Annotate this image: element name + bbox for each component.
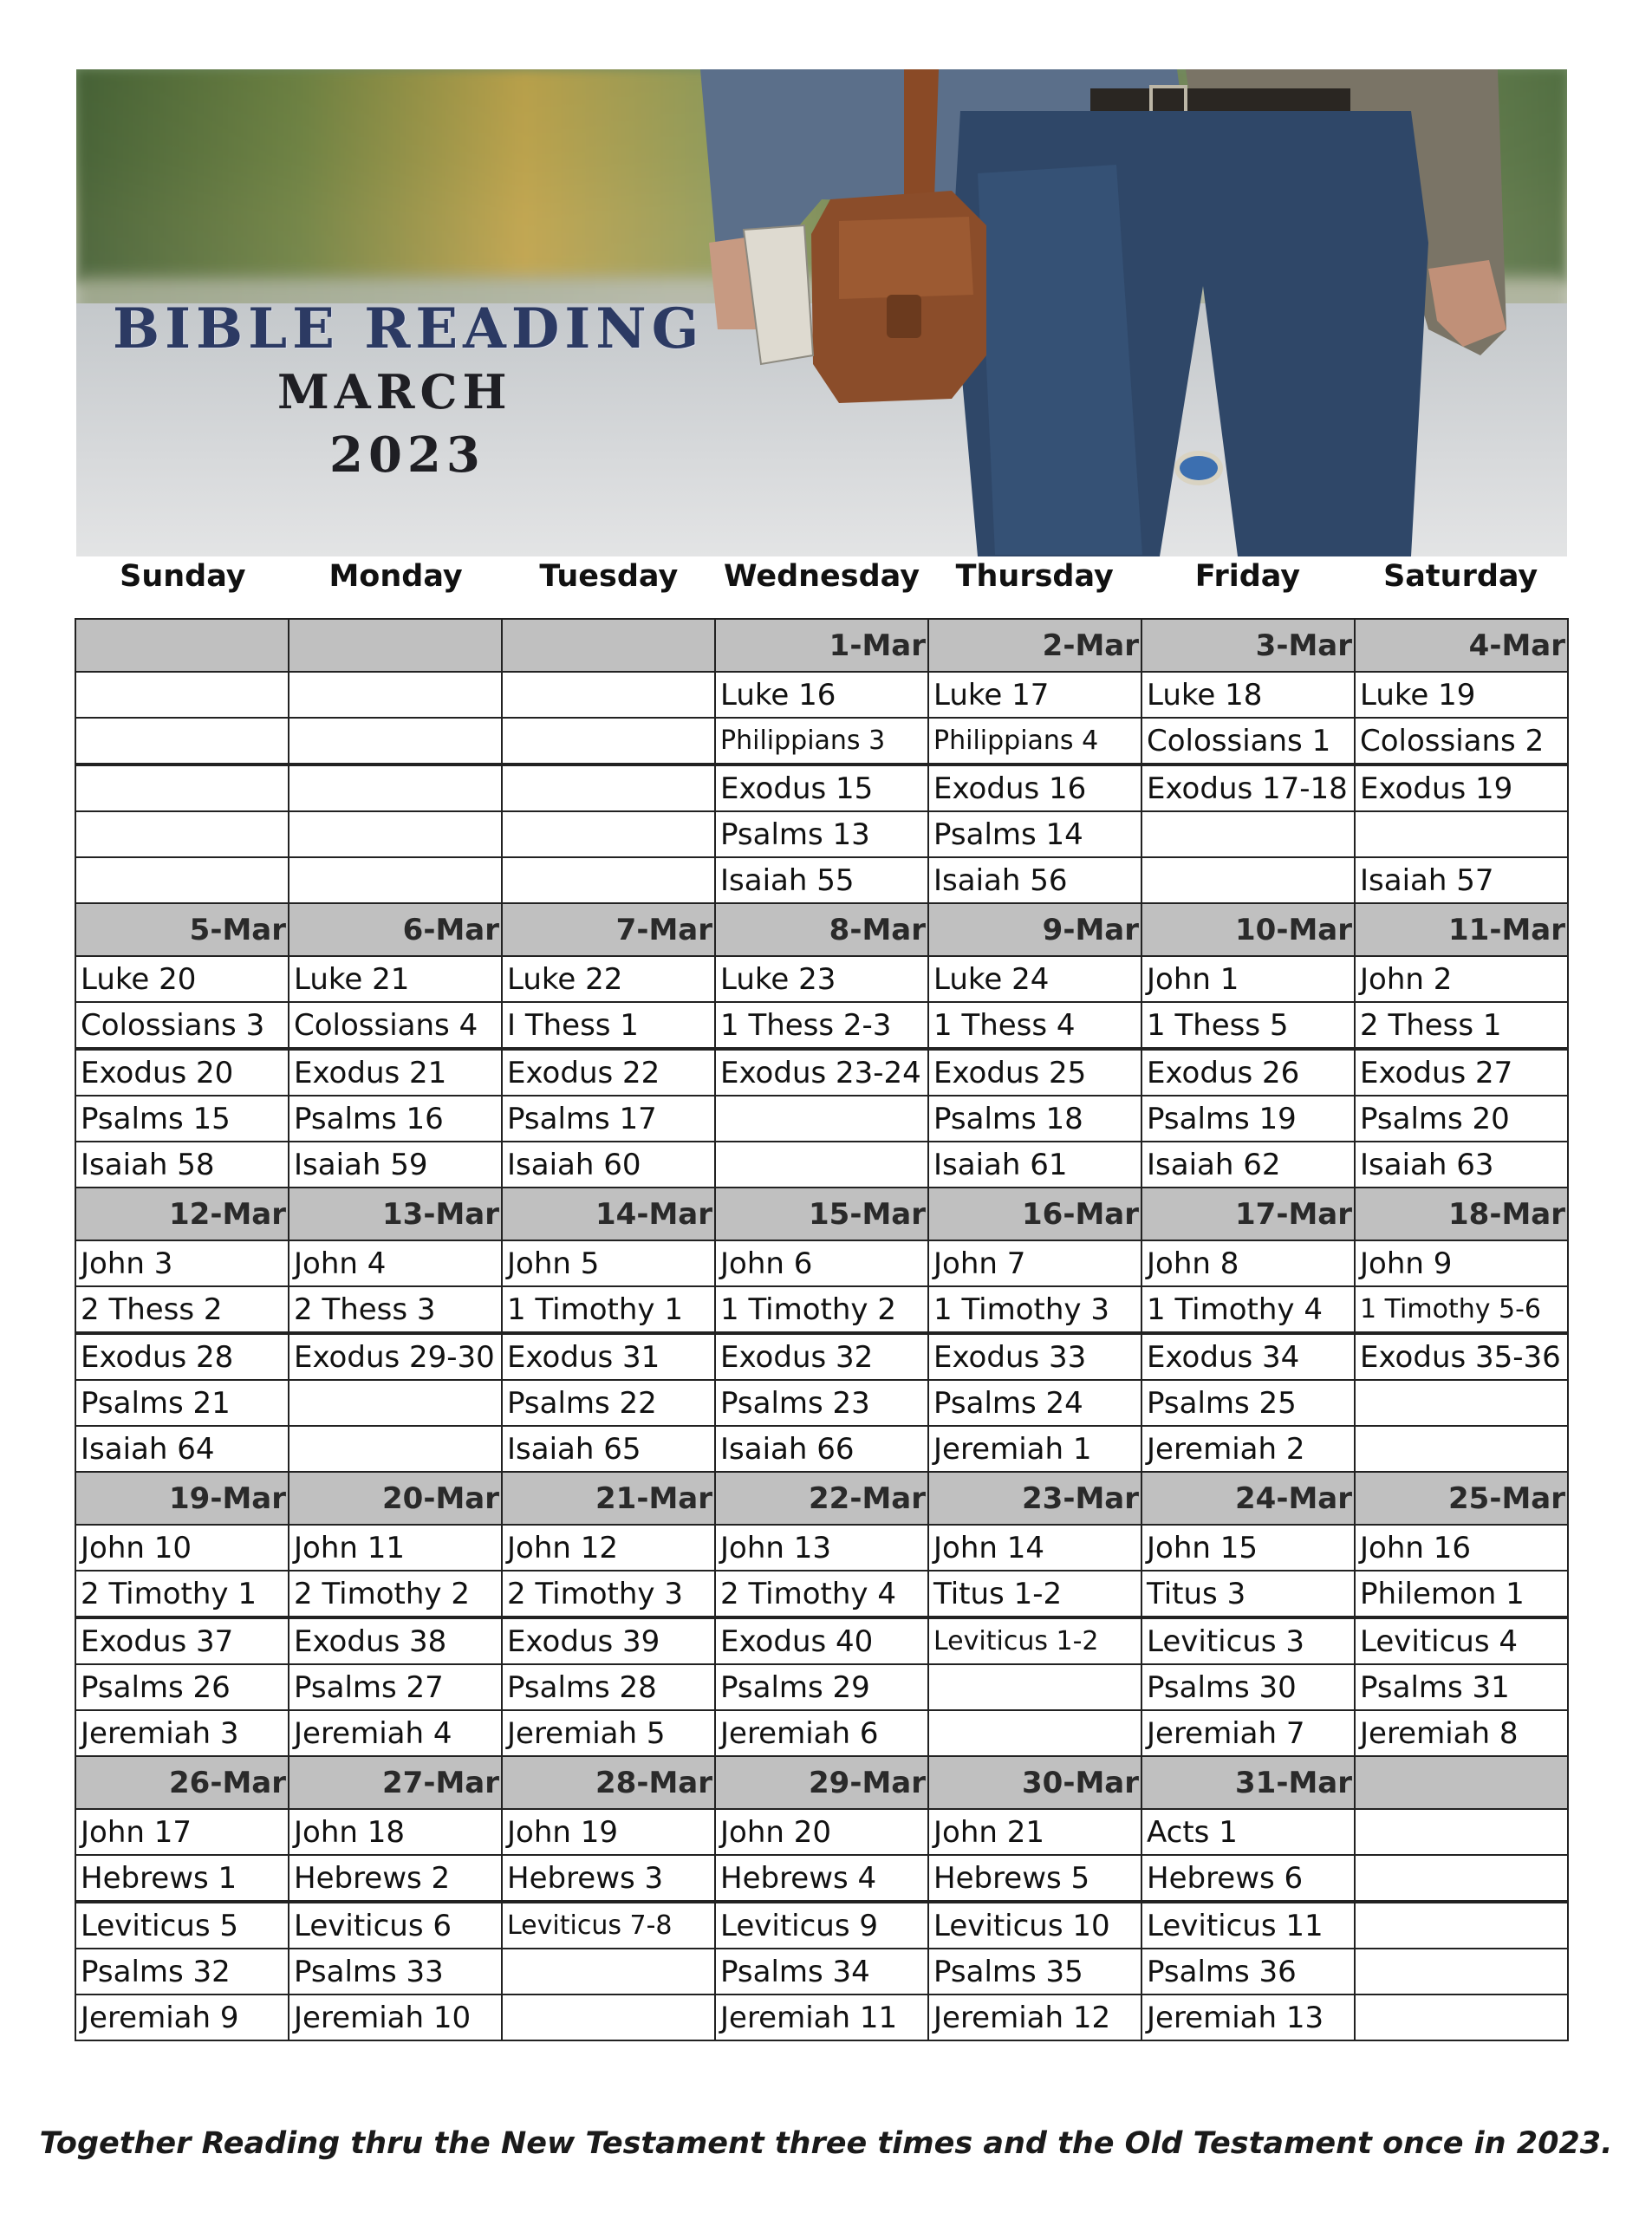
date-row xyxy=(75,619,1568,672)
reading-cell: Leviticus 10 xyxy=(928,1902,1141,1949)
date-cell: 16-Mar xyxy=(928,1188,1141,1240)
reading-cell: Isaiah 64 xyxy=(75,1426,289,1472)
reading-cell xyxy=(1355,1380,1568,1426)
reading-cell xyxy=(1355,1809,1568,1855)
reading-cell: Philippians 4 xyxy=(928,718,1141,765)
reading-cell xyxy=(715,1096,928,1142)
reading-calendar-table xyxy=(75,618,1569,2041)
reading-cell: Leviticus 1-2 xyxy=(928,1617,1141,1664)
reading-row xyxy=(75,1380,1568,1426)
reading-cell: Jeremiah 7 xyxy=(1141,1710,1355,1756)
reading-cell: 2 Timothy 2 xyxy=(289,1571,502,1617)
reading-cell xyxy=(1355,1994,1568,2040)
reading-cell: Psalms 32 xyxy=(75,1949,289,1994)
reading-row xyxy=(75,1142,1568,1188)
reading-cell xyxy=(75,811,289,857)
reading-cell: Exodus 21 xyxy=(289,1049,502,1096)
satchel-buckle-shape xyxy=(887,295,921,338)
reading-cell: Exodus 29-30 xyxy=(289,1333,502,1380)
weekday-header-tuesday: Tuesday xyxy=(539,559,679,594)
reading-row xyxy=(75,672,1568,718)
reading-cell: Exodus 31 xyxy=(502,1333,715,1380)
date-cell: 30-Mar xyxy=(928,1756,1141,1809)
reading-cell: Leviticus 5 xyxy=(75,1902,289,1949)
reading-cell: 1 Timothy 4 xyxy=(1141,1286,1355,1333)
reading-cell xyxy=(289,811,502,857)
reading-cell: Jeremiah 4 xyxy=(289,1710,502,1756)
satchel-flap-shape xyxy=(839,217,973,299)
reading-cell: Psalms 20 xyxy=(1355,1096,1568,1142)
reading-row xyxy=(75,765,1568,811)
reading-cell: Hebrews 1 xyxy=(75,1855,289,1902)
reading-cell: Isaiah 66 xyxy=(715,1426,928,1472)
date-cell: 3-Mar xyxy=(1141,619,1355,672)
reading-cell: Leviticus 11 xyxy=(1141,1902,1355,1949)
reading-cell: Isaiah 62 xyxy=(1141,1142,1355,1188)
reading-cell: Jeremiah 1 xyxy=(928,1426,1141,1472)
reading-cell xyxy=(1355,1855,1568,1902)
reading-cell: Jeremiah 6 xyxy=(715,1710,928,1756)
reading-cell: John 7 xyxy=(928,1240,1141,1286)
reading-cell: Psalms 13 xyxy=(715,811,928,857)
reading-cell: Exodus 25 xyxy=(928,1049,1141,1096)
reading-cell: Psalms 22 xyxy=(502,1380,715,1426)
date-cell: 8-Mar xyxy=(715,903,928,956)
reading-cell: Isaiah 59 xyxy=(289,1142,502,1188)
reading-cell: Exodus 33 xyxy=(928,1333,1141,1380)
reading-cell: Isaiah 58 xyxy=(75,1142,289,1188)
weekday-header-saturday: Saturday xyxy=(1383,559,1538,594)
reading-cell xyxy=(1355,1902,1568,1949)
reading-cell: Psalms 28 xyxy=(502,1664,715,1710)
reading-cell xyxy=(75,857,289,903)
reading-cell: Exodus 26 xyxy=(1141,1049,1355,1096)
reading-row xyxy=(75,1664,1568,1710)
reading-row xyxy=(75,1855,1568,1902)
reading-cell: Colossians 2 xyxy=(1355,718,1568,765)
reading-cell: Luke 19 xyxy=(1355,672,1568,718)
date-cell: 7-Mar xyxy=(502,903,715,956)
reading-row xyxy=(75,811,1568,857)
reading-cell: Acts 1 xyxy=(1141,1809,1355,1855)
reading-cell: Philemon 1 xyxy=(1355,1571,1568,1617)
reading-cell: John 13 xyxy=(715,1525,928,1571)
reading-cell xyxy=(715,1142,928,1188)
reading-row xyxy=(75,1710,1568,1756)
date-cell: 31-Mar xyxy=(1141,1756,1355,1809)
reading-cell: Psalms 15 xyxy=(75,1096,289,1142)
reading-cell: Jeremiah 10 xyxy=(289,1994,502,2040)
reading-cell: Isaiah 55 xyxy=(715,857,928,903)
footer-note: Together Reading thru the New Testament three times and the Old Testament once in 2023. xyxy=(39,2126,1613,2161)
reading-cell: Exodus 16 xyxy=(928,765,1141,811)
reading-row xyxy=(75,1096,1568,1142)
date-cell: 15-Mar xyxy=(715,1188,928,1240)
reading-cell xyxy=(1355,1949,1568,1994)
date-cell: 2-Mar xyxy=(928,619,1141,672)
reading-cell xyxy=(502,857,715,903)
reading-cell xyxy=(1355,811,1568,857)
reading-cell xyxy=(928,1664,1141,1710)
reading-cell: Jeremiah 13 xyxy=(1141,1994,1355,2040)
date-cell: 25-Mar xyxy=(1355,1472,1568,1525)
reading-cell xyxy=(75,765,289,811)
date-cell: 23-Mar xyxy=(928,1472,1141,1525)
reading-cell: Psalms 23 xyxy=(715,1380,928,1426)
reading-cell: 1 Timothy 2 xyxy=(715,1286,928,1333)
reading-cell: John 21 xyxy=(928,1809,1141,1855)
reading-cell: Psalms 24 xyxy=(928,1380,1141,1426)
reading-cell: John 18 xyxy=(289,1809,502,1855)
reading-cell: Hebrews 4 xyxy=(715,1855,928,1902)
reading-cell: Luke 22 xyxy=(502,956,715,1002)
reading-cell: Exodus 34 xyxy=(1141,1333,1355,1380)
date-cell: 24-Mar xyxy=(1141,1472,1355,1525)
reading-cell: Psalms 25 xyxy=(1141,1380,1355,1426)
reading-cell: John 6 xyxy=(715,1240,928,1286)
reading-cell: Psalms 18 xyxy=(928,1096,1141,1142)
reading-cell: Exodus 19 xyxy=(1355,765,1568,811)
reading-row xyxy=(75,1902,1568,1949)
reading-cell xyxy=(289,718,502,765)
reading-cell: I Thess 1 xyxy=(502,1002,715,1049)
date-cell: 26-Mar xyxy=(75,1756,289,1809)
reading-cell: Colossians 4 xyxy=(289,1002,502,1049)
reading-row xyxy=(75,1049,1568,1096)
date-cell: 1-Mar xyxy=(715,619,928,672)
reading-cell: Exodus 17-18 xyxy=(1141,765,1355,811)
reading-cell xyxy=(75,672,289,718)
reading-cell: Hebrews 6 xyxy=(1141,1855,1355,1902)
reading-cell: Exodus 23-24 xyxy=(715,1049,928,1096)
bible-book-shape xyxy=(744,225,813,364)
reading-cell: 1 Timothy 3 xyxy=(928,1286,1141,1333)
date-cell: 10-Mar xyxy=(1141,903,1355,956)
date-cell: 12-Mar xyxy=(75,1188,289,1240)
reading-row xyxy=(75,1002,1568,1049)
reading-cell: 1 Thess 5 xyxy=(1141,1002,1355,1049)
reading-cell: Jeremiah 9 xyxy=(75,1994,289,2040)
date-cell: 9-Mar xyxy=(928,903,1141,956)
reading-cell: John 4 xyxy=(289,1240,502,1286)
reading-cell: Isaiah 57 xyxy=(1355,857,1568,903)
date-cell: 4-Mar xyxy=(1355,619,1568,672)
reading-cell: 2 Timothy 1 xyxy=(75,1571,289,1617)
reading-cell: John 12 xyxy=(502,1525,715,1571)
reading-cell: Exodus 35-36 xyxy=(1355,1333,1568,1380)
banner-year: 2023 xyxy=(329,426,485,484)
reading-cell: Exodus 37 xyxy=(75,1617,289,1664)
reading-row xyxy=(75,1525,1568,1571)
date-cell: 17-Mar xyxy=(1141,1188,1355,1240)
reading-cell xyxy=(289,1426,502,1472)
reading-row xyxy=(75,857,1568,903)
reading-cell xyxy=(502,811,715,857)
reading-row xyxy=(75,1240,1568,1286)
date-cell: 18-Mar xyxy=(1355,1188,1568,1240)
reading-cell: Isaiah 61 xyxy=(928,1142,1141,1188)
reading-cell: Luke 24 xyxy=(928,956,1141,1002)
reading-cell: Titus 1-2 xyxy=(928,1571,1141,1617)
reading-cell: Luke 18 xyxy=(1141,672,1355,718)
belt-shape xyxy=(1090,88,1350,111)
bag-strap-shape xyxy=(904,69,939,208)
reading-cell xyxy=(502,718,715,765)
reading-cell: Psalms 29 xyxy=(715,1664,928,1710)
reading-cell: Jeremiah 8 xyxy=(1355,1710,1568,1756)
reading-cell: 1 Timothy 5-6 xyxy=(1355,1286,1568,1333)
reading-cell: Colossians 1 xyxy=(1141,718,1355,765)
weekday-header-sunday: Sunday xyxy=(120,559,246,594)
reading-cell xyxy=(289,857,502,903)
reading-cell: Luke 16 xyxy=(715,672,928,718)
date-cell: 27-Mar xyxy=(289,1756,502,1809)
date-cell: 5-Mar xyxy=(75,903,289,956)
reading-cell: John 8 xyxy=(1141,1240,1355,1286)
reading-cell: Luke 17 xyxy=(928,672,1141,718)
reading-cell: John 19 xyxy=(502,1809,715,1855)
weekday-header-friday: Friday xyxy=(1194,559,1301,594)
reading-cell xyxy=(1141,857,1355,903)
reading-cell: Psalms 35 xyxy=(928,1949,1141,1994)
reading-cell: Psalms 33 xyxy=(289,1949,502,1994)
reading-cell: John 14 xyxy=(928,1525,1141,1571)
reading-cell: Psalms 19 xyxy=(1141,1096,1355,1142)
reading-row xyxy=(75,1333,1568,1380)
date-cell: 14-Mar xyxy=(502,1188,715,1240)
reading-cell: John 10 xyxy=(75,1525,289,1571)
reading-cell: Exodus 32 xyxy=(715,1333,928,1380)
reading-cell xyxy=(502,672,715,718)
reading-cell: Philippians 3 xyxy=(715,718,928,765)
reading-cell: Psalms 21 xyxy=(75,1380,289,1426)
reading-cell: Leviticus 9 xyxy=(715,1902,928,1949)
reading-cell: Luke 20 xyxy=(75,956,289,1002)
date-row xyxy=(75,903,1568,956)
reading-cell: Jeremiah 3 xyxy=(75,1710,289,1756)
reading-cell: 2 Thess 3 xyxy=(289,1286,502,1333)
reading-cell xyxy=(289,672,502,718)
reading-cell: Titus 3 xyxy=(1141,1571,1355,1617)
reading-cell: John 16 xyxy=(1355,1525,1568,1571)
reading-cell: 2 Thess 1 xyxy=(1355,1002,1568,1049)
reading-cell: John 5 xyxy=(502,1240,715,1286)
reading-cell: 1 Thess 4 xyxy=(928,1002,1141,1049)
date-cell: 20-Mar xyxy=(289,1472,502,1525)
weekday-header-row xyxy=(76,556,1567,596)
reading-cell: Psalms 14 xyxy=(928,811,1141,857)
reading-cell: Hebrews 2 xyxy=(289,1855,502,1902)
reading-cell: John 3 xyxy=(75,1240,289,1286)
weekday-header-monday: Monday xyxy=(328,559,463,594)
reading-row xyxy=(75,956,1568,1002)
reading-cell xyxy=(1141,811,1355,857)
reading-cell xyxy=(75,718,289,765)
reading-cell xyxy=(289,765,502,811)
date-cell xyxy=(502,619,715,672)
reading-cell: John 17 xyxy=(75,1809,289,1855)
reading-cell: John 1 xyxy=(1141,956,1355,1002)
reading-cell: Luke 21 xyxy=(289,956,502,1002)
reading-cell: Exodus 38 xyxy=(289,1617,502,1664)
weekday-header-thursday: Thursday xyxy=(955,559,1114,594)
reading-cell xyxy=(928,1710,1141,1756)
reading-cell: 2 Timothy 4 xyxy=(715,1571,928,1617)
reading-cell: 1 Timothy 1 xyxy=(502,1286,715,1333)
banner-title: BIBLE READING xyxy=(113,296,705,361)
date-row xyxy=(75,1188,1568,1240)
reading-cell: John 9 xyxy=(1355,1240,1568,1286)
reading-cell: 2 Timothy 3 xyxy=(502,1571,715,1617)
jeans-highlight-shape xyxy=(978,165,1142,555)
date-cell xyxy=(75,619,289,672)
reading-cell: Exodus 28 xyxy=(75,1333,289,1380)
reading-cell: Psalms 17 xyxy=(502,1096,715,1142)
reading-cell: Exodus 27 xyxy=(1355,1049,1568,1096)
date-cell xyxy=(289,619,502,672)
weekday-header-wednesday: Wednesday xyxy=(723,559,920,594)
reading-cell: John 15 xyxy=(1141,1525,1355,1571)
reading-cell: Jeremiah 12 xyxy=(928,1994,1141,2040)
reading-cell: Exodus 40 xyxy=(715,1617,928,1664)
reading-cell: Psalms 27 xyxy=(289,1664,502,1710)
badge-center-shape xyxy=(1180,456,1218,480)
reading-cell: Jeremiah 5 xyxy=(502,1710,715,1756)
date-cell: 22-Mar xyxy=(715,1472,928,1525)
reading-row xyxy=(75,1617,1568,1664)
reading-cell: John 2 xyxy=(1355,956,1568,1002)
reading-cell: Hebrews 3 xyxy=(502,1855,715,1902)
reading-cell xyxy=(1355,1426,1568,1472)
date-cell: 19-Mar xyxy=(75,1472,289,1525)
reading-cell: Psalms 30 xyxy=(1141,1664,1355,1710)
reading-cell xyxy=(502,765,715,811)
header-banner xyxy=(76,69,1567,556)
reading-cell: Exodus 15 xyxy=(715,765,928,811)
date-cell: 11-Mar xyxy=(1355,903,1568,956)
reading-cell: Psalms 34 xyxy=(715,1949,928,1994)
reading-cell: Psalms 36 xyxy=(1141,1949,1355,1994)
date-row xyxy=(75,1756,1568,1809)
reading-cell: Isaiah 60 xyxy=(502,1142,715,1188)
reading-cell xyxy=(289,1380,502,1426)
reading-cell: Colossians 3 xyxy=(75,1002,289,1049)
reading-row xyxy=(75,1994,1568,2040)
reading-row xyxy=(75,1286,1568,1333)
reading-cell: Psalms 26 xyxy=(75,1664,289,1710)
date-cell: 6-Mar xyxy=(289,903,502,956)
reading-cell: 2 Thess 2 xyxy=(75,1286,289,1333)
reading-cell: 1 Thess 2-3 xyxy=(715,1002,928,1049)
reading-row xyxy=(75,718,1568,765)
reading-cell xyxy=(502,1949,715,1994)
reading-cell: Jeremiah 11 xyxy=(715,1994,928,2040)
date-cell: 29-Mar xyxy=(715,1756,928,1809)
reading-cell: Exodus 39 xyxy=(502,1617,715,1664)
reading-cell: John 20 xyxy=(715,1809,928,1855)
reading-cell: Leviticus 4 xyxy=(1355,1617,1568,1664)
reading-cell: Isaiah 56 xyxy=(928,857,1141,903)
reading-cell: Leviticus 6 xyxy=(289,1902,502,1949)
reading-cell xyxy=(502,1994,715,2040)
reading-cell: Hebrews 5 xyxy=(928,1855,1141,1902)
reading-cell: Isaiah 65 xyxy=(502,1426,715,1472)
reading-cell: Leviticus 3 xyxy=(1141,1617,1355,1664)
reading-row xyxy=(75,1426,1568,1472)
reading-row xyxy=(75,1949,1568,1994)
reading-cell: Leviticus 7-8 xyxy=(502,1902,715,1949)
date-cell: 21-Mar xyxy=(502,1472,715,1525)
reading-cell: Exodus 22 xyxy=(502,1049,715,1096)
reading-row xyxy=(75,1809,1568,1855)
reading-row xyxy=(75,1571,1568,1617)
date-cell xyxy=(1355,1756,1568,1809)
reading-cell: Psalms 16 xyxy=(289,1096,502,1142)
reading-cell: Isaiah 63 xyxy=(1355,1142,1568,1188)
reading-cell: Jeremiah 2 xyxy=(1141,1426,1355,1472)
date-row xyxy=(75,1472,1568,1525)
reading-cell: Psalms 31 xyxy=(1355,1664,1568,1710)
reading-cell: John 11 xyxy=(289,1525,502,1571)
date-cell: 28-Mar xyxy=(502,1756,715,1809)
date-cell: 13-Mar xyxy=(289,1188,502,1240)
reading-cell: Exodus 20 xyxy=(75,1049,289,1096)
reading-cell: Luke 23 xyxy=(715,956,928,1002)
banner-month: MARCH xyxy=(277,364,512,420)
